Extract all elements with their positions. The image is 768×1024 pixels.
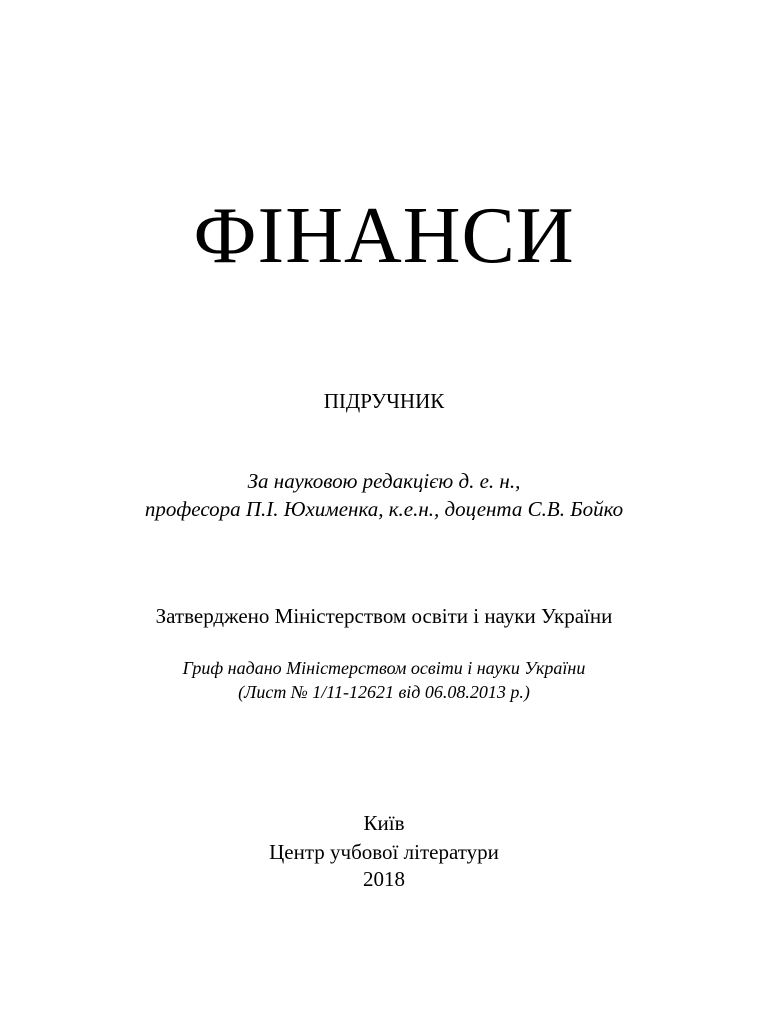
imprint-publisher: Центр учбової літератури (269, 840, 499, 864)
editors-line-1: За науковою редакцією д. е. н., (247, 469, 521, 493)
grif-line-2: (Лист № 1/11-12621 від 06.08.2013 р.) (238, 682, 530, 702)
editors-line-2: професора П.І. Юхименка, к.е.н., доцента С.В. Бойко (144, 497, 624, 521)
book-type: ПІДРУЧНИК (323, 389, 445, 413)
imprint-city: Київ (363, 811, 405, 835)
grif-line-1: Гриф надано Міністерством освіти і науки України (182, 658, 586, 678)
approval-statement: Затверджено Міністерством освіти і науки України (155, 604, 613, 628)
book-title: ФІНАНСИ (193, 192, 575, 280)
imprint-year: 2018 (363, 867, 405, 891)
